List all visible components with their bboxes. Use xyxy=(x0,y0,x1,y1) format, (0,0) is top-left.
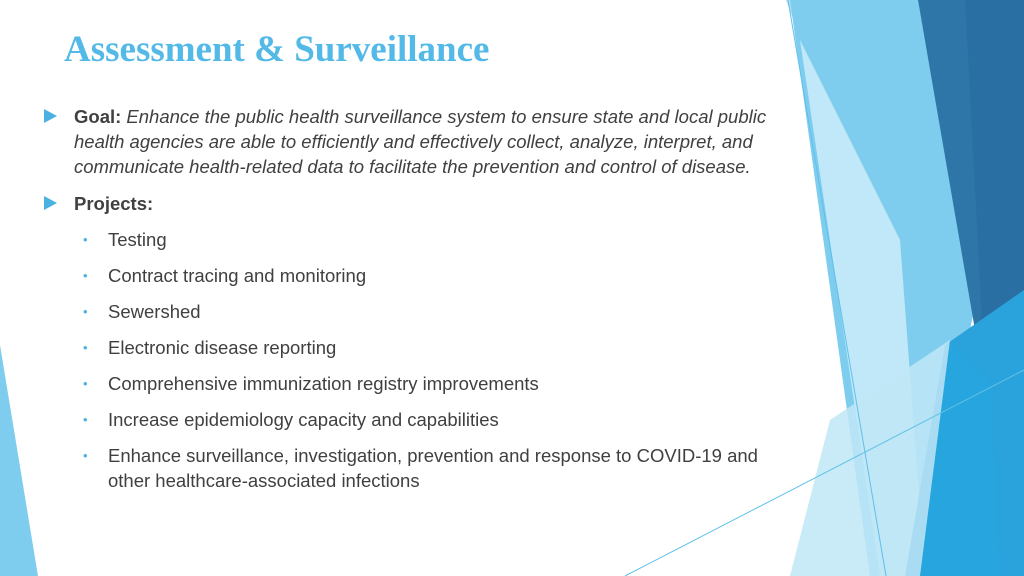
goal-label: Goal: xyxy=(74,106,122,127)
bullet-dot-icon: • xyxy=(83,412,88,427)
slide-content xyxy=(44,104,774,504)
triangle-bullet-icon xyxy=(44,196,57,210)
bullet-dot-icon: • xyxy=(83,232,88,247)
project-item-text: Sewershed xyxy=(108,301,201,322)
list-item xyxy=(74,407,774,432)
goal-bullet xyxy=(44,104,774,179)
projects-list xyxy=(74,227,774,493)
list-item xyxy=(74,263,774,288)
list-item xyxy=(74,371,774,396)
bullet-dot-icon: • xyxy=(83,376,88,391)
list-item xyxy=(74,335,774,360)
project-item-text: Contract tracing and monitoring xyxy=(108,265,367,286)
project-item-text: Comprehensive immunization registry improvements xyxy=(108,373,539,394)
projects-bullet xyxy=(44,191,774,493)
project-item-text: Testing xyxy=(108,229,167,250)
list-item xyxy=(74,299,774,324)
left-edge-sliver xyxy=(0,345,38,576)
bullet-dot-icon: • xyxy=(83,340,88,355)
list-item xyxy=(74,443,774,493)
slide-title: Assessment & Surveillance xyxy=(64,29,490,70)
list-item xyxy=(74,227,774,252)
project-item-text: Enhance surveillance, investigation, prevention and response to COVID-19 and other healthcare-associated infections xyxy=(108,445,758,491)
projects-label: Projects: xyxy=(74,193,154,214)
project-item-text: Electronic disease reporting xyxy=(108,337,337,358)
project-item-text: Increase epidemiology capacity and capabilities xyxy=(108,409,499,430)
goal-text: Enhance the public health surveillance system to ensure state and local public health agencies are able to efficiently and effectively collect, analyze, interpret, and communicate health-related data to facilitate the prevention and control of disease. xyxy=(74,106,767,177)
triangle-bullet-icon xyxy=(44,109,57,123)
bullet-dot-icon: • xyxy=(83,304,88,319)
bullet-dot-icon: • xyxy=(83,268,88,283)
bullet-dot-icon: • xyxy=(83,448,88,463)
